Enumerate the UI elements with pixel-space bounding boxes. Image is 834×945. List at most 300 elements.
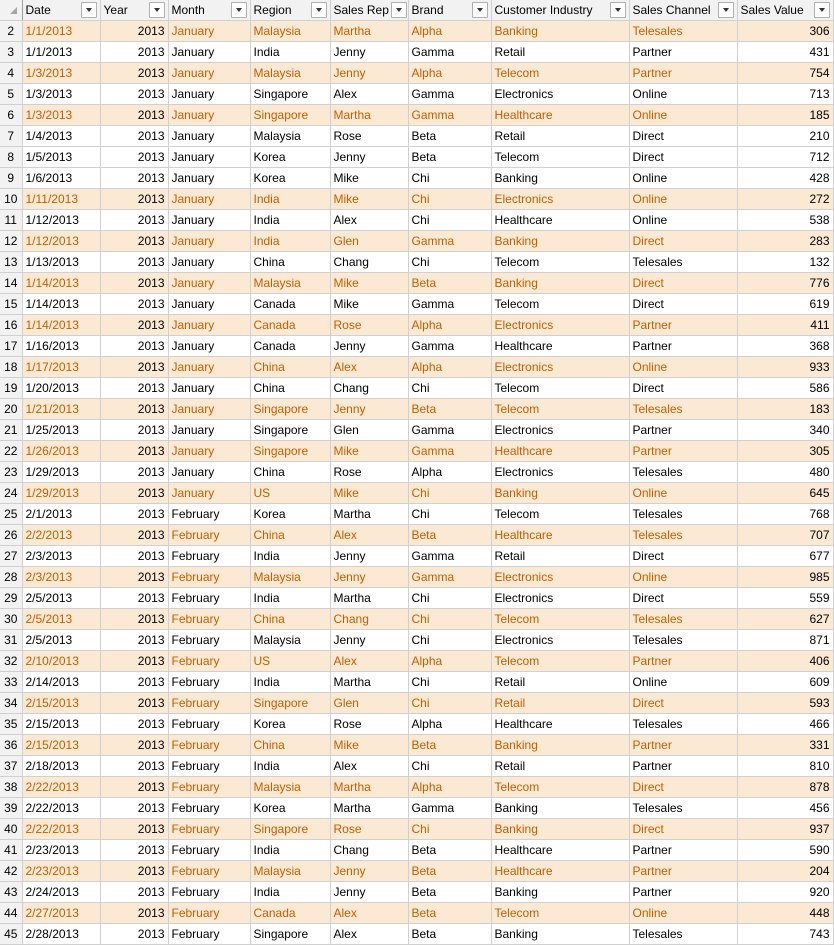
cell-value[interactable]: 810 — [737, 756, 833, 777]
table-row[interactable] — [0, 168, 833, 189]
cell-value[interactable]: 538 — [737, 210, 833, 231]
cell-value[interactable]: 210 — [737, 126, 833, 147]
cell-brand[interactable]: Chi — [408, 378, 491, 399]
cell-industry[interactable]: Electronics — [491, 630, 629, 651]
cell-month[interactable]: January — [168, 168, 250, 189]
row-header[interactable]: 4 — [0, 63, 22, 84]
filter-dropdown-icon[interactable] — [610, 2, 626, 18]
table-row[interactable] — [0, 441, 833, 462]
cell-channel[interactable]: Partner — [629, 63, 737, 84]
cell-year[interactable]: 2013 — [100, 693, 168, 714]
cell-value[interactable]: 406 — [737, 651, 833, 672]
table-row[interactable] — [0, 273, 833, 294]
cell-value[interactable]: 609 — [737, 672, 833, 693]
cell-rep[interactable]: Alex — [330, 903, 408, 924]
table-row[interactable] — [0, 315, 833, 336]
cell-month[interactable]: January — [168, 378, 250, 399]
cell-rep[interactable]: Martha — [330, 504, 408, 525]
row-header[interactable]: 43 — [0, 882, 22, 903]
cell-rep[interactable]: Alex — [330, 357, 408, 378]
cell-region[interactable]: Korea — [250, 798, 330, 819]
cell-value[interactable]: 878 — [737, 777, 833, 798]
cell-region[interactable]: Malaysia — [250, 567, 330, 588]
cell-brand[interactable]: Chi — [408, 483, 491, 504]
cell-region[interactable]: India — [250, 882, 330, 903]
cell-year[interactable]: 2013 — [100, 231, 168, 252]
cell-month[interactable]: February — [168, 882, 250, 903]
cell-value[interactable]: 340 — [737, 420, 833, 441]
cell-brand[interactable]: Beta — [408, 399, 491, 420]
cell-rep[interactable]: Alex — [330, 756, 408, 777]
cell-month[interactable]: February — [168, 567, 250, 588]
cell-region[interactable]: India — [250, 210, 330, 231]
cell-date[interactable]: 2/18/2013 — [22, 756, 100, 777]
cell-rep[interactable]: Jenny — [330, 399, 408, 420]
cell-channel[interactable]: Partner — [629, 42, 737, 63]
cell-industry[interactable]: Telecom — [491, 504, 629, 525]
cell-industry[interactable]: Telecom — [491, 252, 629, 273]
filter-dropdown-icon[interactable] — [472, 2, 488, 18]
cell-month[interactable]: February — [168, 777, 250, 798]
row-header[interactable]: 18 — [0, 357, 22, 378]
cell-month[interactable]: January — [168, 42, 250, 63]
cell-rep[interactable]: Mike — [330, 441, 408, 462]
cell-value[interactable]: 593 — [737, 693, 833, 714]
cell-region[interactable]: India — [250, 231, 330, 252]
cell-brand[interactable]: Chi — [408, 252, 491, 273]
cell-value[interactable]: 776 — [737, 273, 833, 294]
cell-brand[interactable]: Gamma — [408, 84, 491, 105]
cell-region[interactable]: Malaysia — [250, 273, 330, 294]
cell-brand[interactable]: Gamma — [408, 420, 491, 441]
table-row[interactable] — [0, 294, 833, 315]
cell-industry[interactable]: Banking — [491, 819, 629, 840]
cell-value[interactable]: 272 — [737, 189, 833, 210]
cell-channel[interactable]: Direct — [629, 294, 737, 315]
cell-value[interactable]: 933 — [737, 357, 833, 378]
cell-value[interactable]: 368 — [737, 336, 833, 357]
row-header[interactable]: 44 — [0, 903, 22, 924]
cell-rep[interactable]: Jenny — [330, 63, 408, 84]
cell-rep[interactable]: Jenny — [330, 630, 408, 651]
cell-region[interactable]: Malaysia — [250, 630, 330, 651]
cell-rep[interactable]: Rose — [330, 714, 408, 735]
cell-region[interactable]: Korea — [250, 504, 330, 525]
cell-value[interactable]: 431 — [737, 42, 833, 63]
filter-dropdown-icon[interactable] — [718, 2, 734, 18]
cell-brand[interactable]: Gamma — [408, 441, 491, 462]
row-header[interactable]: 10 — [0, 189, 22, 210]
cell-industry[interactable]: Retail — [491, 693, 629, 714]
cell-month[interactable]: February — [168, 672, 250, 693]
filter-dropdown-icon[interactable] — [81, 2, 97, 18]
cell-date[interactable]: 2/28/2013 — [22, 924, 100, 945]
cell-region[interactable]: Singapore — [250, 441, 330, 462]
cell-date[interactable]: 1/1/2013 — [22, 42, 100, 63]
cell-date[interactable]: 2/27/2013 — [22, 903, 100, 924]
row-header[interactable]: 23 — [0, 462, 22, 483]
cell-year[interactable]: 2013 — [100, 273, 168, 294]
cell-rep[interactable]: Chang — [330, 609, 408, 630]
cell-brand[interactable]: Beta — [408, 840, 491, 861]
cell-industry[interactable]: Healthcare — [491, 210, 629, 231]
cell-rep[interactable]: Martha — [330, 588, 408, 609]
row-header[interactable]: 19 — [0, 378, 22, 399]
cell-industry[interactable]: Banking — [491, 273, 629, 294]
cell-channel[interactable]: Telesales — [629, 525, 737, 546]
row-header[interactable]: 13 — [0, 252, 22, 273]
cell-channel[interactable]: Telesales — [629, 714, 737, 735]
cell-date[interactable]: 2/15/2013 — [22, 693, 100, 714]
cell-rep[interactable]: Glen — [330, 231, 408, 252]
cell-region[interactable]: Korea — [250, 714, 330, 735]
row-header[interactable]: 5 — [0, 84, 22, 105]
table-row[interactable] — [0, 882, 833, 903]
cell-value[interactable]: 937 — [737, 819, 833, 840]
cell-channel[interactable]: Direct — [629, 588, 737, 609]
cell-date[interactable]: 1/21/2013 — [22, 399, 100, 420]
row-header[interactable]: 37 — [0, 756, 22, 777]
filter-dropdown-icon[interactable] — [814, 2, 830, 18]
cell-industry[interactable]: Banking — [491, 735, 629, 756]
cell-industry[interactable]: Telecom — [491, 903, 629, 924]
cell-industry[interactable]: Telecom — [491, 399, 629, 420]
cell-date[interactable]: 1/14/2013 — [22, 294, 100, 315]
cell-year[interactable]: 2013 — [100, 798, 168, 819]
table-row[interactable] — [0, 105, 833, 126]
cell-brand[interactable]: Chi — [408, 588, 491, 609]
cell-brand[interactable]: Alpha — [408, 651, 491, 672]
cell-channel[interactable]: Online — [629, 903, 737, 924]
row-header[interactable]: 6 — [0, 105, 22, 126]
cell-month[interactable]: January — [168, 420, 250, 441]
table-row[interactable] — [0, 819, 833, 840]
cell-industry[interactable]: Healthcare — [491, 861, 629, 882]
cell-rep[interactable]: Alex — [330, 651, 408, 672]
cell-region[interactable]: Singapore — [250, 924, 330, 945]
cell-year[interactable]: 2013 — [100, 63, 168, 84]
cell-brand[interactable]: Chi — [408, 756, 491, 777]
table-row[interactable] — [0, 21, 833, 42]
table-row[interactable] — [0, 924, 833, 945]
cell-region[interactable]: Malaysia — [250, 861, 330, 882]
table-row[interactable] — [0, 189, 833, 210]
cell-rep[interactable]: Glen — [330, 693, 408, 714]
cell-value[interactable]: 713 — [737, 84, 833, 105]
cell-year[interactable]: 2013 — [100, 399, 168, 420]
cell-region[interactable]: Singapore — [250, 399, 330, 420]
cell-industry[interactable]: Healthcare — [491, 525, 629, 546]
cell-date[interactable]: 1/20/2013 — [22, 378, 100, 399]
cell-brand[interactable]: Beta — [408, 924, 491, 945]
table-row[interactable] — [0, 504, 833, 525]
cell-channel[interactable]: Direct — [629, 273, 737, 294]
cell-industry[interactable]: Banking — [491, 798, 629, 819]
cell-value[interactable]: 283 — [737, 231, 833, 252]
row-header[interactable]: 20 — [0, 399, 22, 420]
row-header[interactable]: 29 — [0, 588, 22, 609]
cell-date[interactable]: 1/12/2013 — [22, 231, 100, 252]
cell-year[interactable]: 2013 — [100, 441, 168, 462]
cell-rep[interactable]: Rose — [330, 462, 408, 483]
column-header-customer-industry[interactable] — [491, 0, 629, 21]
cell-month[interactable]: January — [168, 483, 250, 504]
cell-industry[interactable]: Electronics — [491, 420, 629, 441]
cell-brand[interactable]: Chi — [408, 504, 491, 525]
cell-date[interactable]: 1/29/2013 — [22, 483, 100, 504]
cell-rep[interactable]: Mike — [330, 273, 408, 294]
cell-region[interactable]: China — [250, 378, 330, 399]
cell-region[interactable]: China — [250, 252, 330, 273]
cell-value[interactable]: 411 — [737, 315, 833, 336]
filter-dropdown-icon[interactable] — [149, 2, 165, 18]
cell-value[interactable]: 185 — [737, 105, 833, 126]
column-header-month[interactable] — [168, 0, 250, 21]
cell-date[interactable]: 2/3/2013 — [22, 567, 100, 588]
cell-channel[interactable]: Telesales — [629, 504, 737, 525]
cell-channel[interactable]: Telesales — [629, 609, 737, 630]
cell-rep[interactable]: Rose — [330, 126, 408, 147]
table-row[interactable] — [0, 609, 833, 630]
cell-value[interactable]: 448 — [737, 903, 833, 924]
table-row[interactable] — [0, 840, 833, 861]
cell-rep[interactable]: Jenny — [330, 42, 408, 63]
cell-year[interactable]: 2013 — [100, 189, 168, 210]
row-header[interactable]: 38 — [0, 777, 22, 798]
row-header[interactable]: 7 — [0, 126, 22, 147]
table-row[interactable] — [0, 546, 833, 567]
cell-brand[interactable]: Chi — [408, 168, 491, 189]
cell-region[interactable]: Korea — [250, 168, 330, 189]
cell-year[interactable]: 2013 — [100, 336, 168, 357]
cell-year[interactable]: 2013 — [100, 735, 168, 756]
cell-date[interactable]: 2/22/2013 — [22, 777, 100, 798]
cell-industry[interactable]: Banking — [491, 483, 629, 504]
cell-date[interactable]: 2/2/2013 — [22, 525, 100, 546]
cell-region[interactable]: Malaysia — [250, 777, 330, 798]
cell-region[interactable]: China — [250, 462, 330, 483]
row-header[interactable]: 35 — [0, 714, 22, 735]
cell-channel[interactable]: Online — [629, 357, 737, 378]
cell-channel[interactable]: Partner — [629, 420, 737, 441]
cell-value[interactable]: 306 — [737, 21, 833, 42]
table-row[interactable] — [0, 126, 833, 147]
cell-month[interactable]: February — [168, 651, 250, 672]
cell-month[interactable]: January — [168, 210, 250, 231]
row-header[interactable]: 31 — [0, 630, 22, 651]
row-header[interactable]: 32 — [0, 651, 22, 672]
cell-brand[interactable]: Beta — [408, 126, 491, 147]
cell-year[interactable]: 2013 — [100, 462, 168, 483]
cell-industry[interactable]: Healthcare — [491, 714, 629, 735]
table-row[interactable] — [0, 672, 833, 693]
row-header[interactable]: 40 — [0, 819, 22, 840]
cell-industry[interactable]: Retail — [491, 126, 629, 147]
cell-month[interactable]: January — [168, 315, 250, 336]
cell-date[interactable]: 1/13/2013 — [22, 252, 100, 273]
table-row[interactable] — [0, 777, 833, 798]
cell-rep[interactable]: Glen — [330, 420, 408, 441]
cell-rep[interactable]: Mike — [330, 735, 408, 756]
cell-date[interactable]: 1/5/2013 — [22, 147, 100, 168]
cell-industry[interactable]: Telecom — [491, 651, 629, 672]
table-row[interactable] — [0, 231, 833, 252]
cell-date[interactable]: 2/23/2013 — [22, 840, 100, 861]
cell-value[interactable]: 305 — [737, 441, 833, 462]
cell-rep[interactable]: Jenny — [330, 882, 408, 903]
cell-month[interactable]: February — [168, 861, 250, 882]
cell-region[interactable]: Singapore — [250, 693, 330, 714]
table-row[interactable] — [0, 399, 833, 420]
row-header[interactable]: 12 — [0, 231, 22, 252]
cell-value[interactable]: 480 — [737, 462, 833, 483]
cell-value[interactable]: 559 — [737, 588, 833, 609]
cell-region[interactable]: India — [250, 672, 330, 693]
cell-industry[interactable]: Telecom — [491, 609, 629, 630]
cell-month[interactable]: February — [168, 819, 250, 840]
column-header-sales-rep[interactable] — [330, 0, 408, 21]
cell-date[interactable]: 1/3/2013 — [22, 63, 100, 84]
cell-date[interactable]: 1/14/2013 — [22, 273, 100, 294]
cell-rep[interactable]: Alex — [330, 525, 408, 546]
table-row[interactable] — [0, 903, 833, 924]
cell-date[interactable]: 1/29/2013 — [22, 462, 100, 483]
column-header-brand[interactable] — [408, 0, 491, 21]
cell-month[interactable]: January — [168, 63, 250, 84]
table-row[interactable] — [0, 378, 833, 399]
row-header[interactable]: 28 — [0, 567, 22, 588]
cell-brand[interactable]: Gamma — [408, 798, 491, 819]
cell-channel[interactable]: Partner — [629, 756, 737, 777]
cell-industry[interactable]: Banking — [491, 168, 629, 189]
table-row[interactable] — [0, 483, 833, 504]
cell-industry[interactable]: Retail — [491, 546, 629, 567]
cell-industry[interactable]: Telecom — [491, 777, 629, 798]
row-header[interactable]: 16 — [0, 315, 22, 336]
cell-region[interactable]: Singapore — [250, 819, 330, 840]
row-header[interactable]: 39 — [0, 798, 22, 819]
cell-industry[interactable]: Banking — [491, 231, 629, 252]
table-row[interactable] — [0, 756, 833, 777]
cell-year[interactable]: 2013 — [100, 42, 168, 63]
cell-industry[interactable]: Electronics — [491, 357, 629, 378]
row-header[interactable]: 41 — [0, 840, 22, 861]
table-row[interactable] — [0, 567, 833, 588]
cell-rep[interactable]: Jenny — [330, 567, 408, 588]
cell-channel[interactable]: Online — [629, 483, 737, 504]
cell-rep[interactable]: Alex — [330, 210, 408, 231]
cell-brand[interactable]: Chi — [408, 819, 491, 840]
cell-value[interactable]: 132 — [737, 252, 833, 273]
table-row[interactable] — [0, 693, 833, 714]
cell-channel[interactable]: Telesales — [629, 399, 737, 420]
cell-date[interactable]: 1/1/2013 — [22, 21, 100, 42]
cell-month[interactable]: February — [168, 798, 250, 819]
cell-industry[interactable]: Retail — [491, 672, 629, 693]
cell-date[interactable]: 2/23/2013 — [22, 861, 100, 882]
cell-brand[interactable]: Beta — [408, 525, 491, 546]
cell-industry[interactable]: Electronics — [491, 567, 629, 588]
cell-industry[interactable]: Electronics — [491, 84, 629, 105]
cell-year[interactable]: 2013 — [100, 126, 168, 147]
cell-year[interactable]: 2013 — [100, 168, 168, 189]
cell-brand[interactable]: Chi — [408, 609, 491, 630]
cell-region[interactable]: Canada — [250, 903, 330, 924]
row-header[interactable]: 26 — [0, 525, 22, 546]
cell-brand[interactable]: Beta — [408, 147, 491, 168]
cell-month[interactable]: January — [168, 294, 250, 315]
cell-brand[interactable]: Gamma — [408, 42, 491, 63]
cell-region[interactable]: Canada — [250, 336, 330, 357]
cell-year[interactable]: 2013 — [100, 630, 168, 651]
cell-month[interactable]: February — [168, 546, 250, 567]
table-row[interactable] — [0, 651, 833, 672]
cell-year[interactable]: 2013 — [100, 567, 168, 588]
cell-industry[interactable]: Banking — [491, 882, 629, 903]
cell-region[interactable]: China — [250, 735, 330, 756]
cell-brand[interactable]: Alpha — [408, 315, 491, 336]
cell-channel[interactable]: Telesales — [629, 924, 737, 945]
cell-date[interactable]: 2/14/2013 — [22, 672, 100, 693]
row-header[interactable]: 21 — [0, 420, 22, 441]
table-row[interactable] — [0, 252, 833, 273]
table-row[interactable] — [0, 210, 833, 231]
table-row[interactable] — [0, 42, 833, 63]
cell-channel[interactable]: Telesales — [629, 630, 737, 651]
cell-date[interactable]: 2/5/2013 — [22, 609, 100, 630]
cell-month[interactable]: February — [168, 525, 250, 546]
cell-channel[interactable]: Telesales — [629, 252, 737, 273]
cell-year[interactable]: 2013 — [100, 861, 168, 882]
column-header-date[interactable] — [22, 0, 100, 21]
cell-date[interactable]: 1/3/2013 — [22, 84, 100, 105]
table-row[interactable] — [0, 588, 833, 609]
cell-brand[interactable]: Chi — [408, 189, 491, 210]
cell-brand[interactable]: Beta — [408, 735, 491, 756]
cell-year[interactable]: 2013 — [100, 420, 168, 441]
cell-industry[interactable]: Electronics — [491, 315, 629, 336]
cell-month[interactable]: February — [168, 735, 250, 756]
row-header[interactable]: 33 — [0, 672, 22, 693]
cell-value[interactable]: 871 — [737, 630, 833, 651]
row-header[interactable]: 14 — [0, 273, 22, 294]
row-header[interactable]: 30 — [0, 609, 22, 630]
cell-year[interactable]: 2013 — [100, 294, 168, 315]
cell-brand[interactable]: Gamma — [408, 567, 491, 588]
cell-month[interactable]: February — [168, 504, 250, 525]
cell-date[interactable]: 1/25/2013 — [22, 420, 100, 441]
cell-channel[interactable]: Online — [629, 84, 737, 105]
cell-region[interactable]: Singapore — [250, 420, 330, 441]
table-row[interactable] — [0, 462, 833, 483]
cell-year[interactable]: 2013 — [100, 819, 168, 840]
cell-region[interactable]: Korea — [250, 147, 330, 168]
cell-value[interactable]: 466 — [737, 714, 833, 735]
cell-year[interactable]: 2013 — [100, 252, 168, 273]
cell-month[interactable]: January — [168, 462, 250, 483]
cell-brand[interactable]: Chi — [408, 210, 491, 231]
cell-year[interactable]: 2013 — [100, 588, 168, 609]
cell-year[interactable]: 2013 — [100, 357, 168, 378]
cell-rep[interactable]: Chang — [330, 840, 408, 861]
cell-industry[interactable]: Retail — [491, 756, 629, 777]
table-row[interactable] — [0, 798, 833, 819]
cell-month[interactable]: February — [168, 693, 250, 714]
cell-region[interactable]: China — [250, 609, 330, 630]
table-row[interactable] — [0, 147, 833, 168]
cell-year[interactable]: 2013 — [100, 504, 168, 525]
cell-industry[interactable]: Healthcare — [491, 105, 629, 126]
